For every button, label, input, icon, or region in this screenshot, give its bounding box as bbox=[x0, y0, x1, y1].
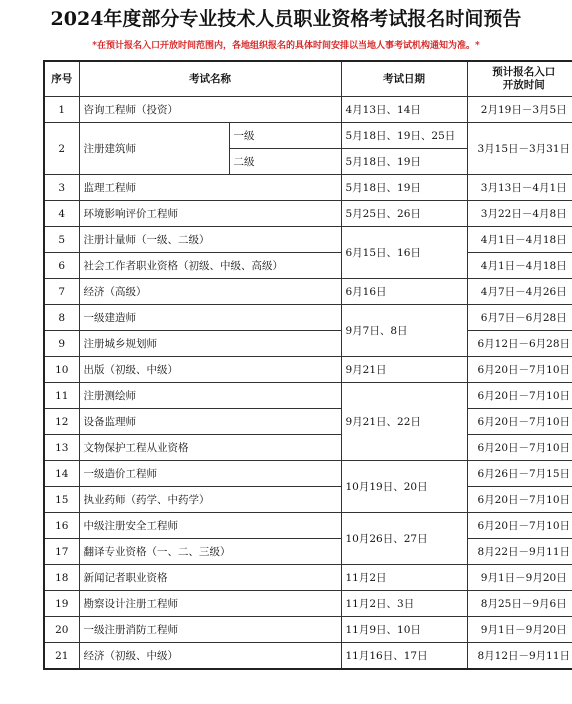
table-row bbox=[44, 279, 572, 305]
exam-name: 文物保护工程从业资格 bbox=[79, 435, 341, 461]
registration-time: 8月25日－9月6日 bbox=[467, 591, 572, 617]
table-row bbox=[44, 201, 572, 227]
registration-time: 8月12日－9月11日 bbox=[467, 643, 572, 670]
exam-name: 咨询工程师（投资） bbox=[79, 97, 341, 123]
registration-time: 6月20日－7月10日 bbox=[467, 409, 572, 435]
row-no: 19 bbox=[44, 591, 79, 617]
exam-name: 新闻记者职业资格 bbox=[79, 565, 341, 591]
table-row bbox=[44, 487, 572, 513]
row-no: 11 bbox=[44, 383, 79, 409]
row-no: 9 bbox=[44, 331, 79, 357]
registration-time: 4月1日－4月18日 bbox=[467, 227, 572, 253]
registration-time: 4月7日－4月26日 bbox=[467, 279, 572, 305]
row-no: 10 bbox=[44, 357, 79, 383]
exam-name: 一级注册消防工程师 bbox=[79, 617, 341, 643]
exam-name: 经济（高级） bbox=[79, 279, 341, 305]
row-no: 20 bbox=[44, 617, 79, 643]
exam-name: 注册计量师（一级、二级） bbox=[79, 227, 341, 253]
registration-time: 2月19日－3月5日 bbox=[467, 97, 572, 123]
exam-date: 11月9日、10日 bbox=[341, 617, 467, 643]
table-row bbox=[44, 409, 572, 435]
exam-name: 经济（初级、中级） bbox=[79, 643, 341, 670]
exam-name: 一级建造师 bbox=[79, 305, 341, 331]
table-row bbox=[44, 539, 572, 565]
table-row bbox=[44, 305, 572, 331]
registration-time: 6月26日－7月15日 bbox=[467, 461, 572, 487]
table-row bbox=[44, 435, 572, 461]
exam-name: 注册测绘师 bbox=[79, 383, 341, 409]
row-no: 17 bbox=[44, 539, 79, 565]
exam-schedule-table bbox=[43, 60, 572, 670]
exam-date: 11月2日、3日 bbox=[341, 591, 467, 617]
header-registration-line2: 开放时间 bbox=[502, 79, 545, 91]
exam-name: 监理工程师 bbox=[79, 175, 341, 201]
header-exam-name: 考试名称 bbox=[79, 61, 341, 97]
header-registration-time bbox=[467, 61, 572, 97]
row-no: 5 bbox=[44, 227, 79, 253]
registration-time: 6月7日－6月28日 bbox=[467, 305, 572, 331]
row-no: 12 bbox=[44, 409, 79, 435]
table-row bbox=[44, 461, 572, 487]
registration-time: 4月1日－4月18日 bbox=[467, 253, 572, 279]
exam-date: 11月2日 bbox=[341, 565, 467, 591]
exam-date: 9月21日 bbox=[341, 357, 467, 383]
header-no: 序号 bbox=[44, 61, 79, 97]
registration-time: 3月15日－3月31日 bbox=[467, 123, 572, 175]
exam-name: 设备监理师 bbox=[79, 409, 341, 435]
table-row bbox=[44, 97, 572, 123]
exam-date: 6月16日 bbox=[341, 279, 467, 305]
exam-name: 执业药师（药学、中药学） bbox=[79, 487, 341, 513]
registration-time: 6月20日－7月10日 bbox=[467, 487, 572, 513]
row-no: 8 bbox=[44, 305, 79, 331]
row-no: 14 bbox=[44, 461, 79, 487]
exam-name: 注册建筑师 bbox=[79, 123, 229, 175]
exam-date: 5月18日、19日 bbox=[341, 175, 467, 201]
registration-time: 9月1日－9月20日 bbox=[467, 565, 572, 591]
table-row bbox=[44, 643, 572, 670]
registration-time: 9月1日－9月20日 bbox=[467, 617, 572, 643]
registration-time: 6月20日－7月10日 bbox=[467, 513, 572, 539]
row-no: 2 bbox=[44, 123, 79, 175]
exam-name: 注册城乡规划师 bbox=[79, 331, 341, 357]
exam-level: 二级 bbox=[229, 149, 341, 175]
exam-date: 5月25日、26日 bbox=[341, 201, 467, 227]
exam-date: 9月7日、8日 bbox=[341, 305, 467, 357]
exam-date: 10月26日、27日 bbox=[341, 513, 467, 565]
row-no: 18 bbox=[44, 565, 79, 591]
registration-time: 6月12日－6月28日 bbox=[467, 331, 572, 357]
exam-date: 9月21日、22日 bbox=[341, 383, 467, 461]
table-header-row bbox=[44, 61, 572, 97]
header-exam-date: 考试日期 bbox=[341, 61, 467, 97]
exam-date: 6月15日、16日 bbox=[341, 227, 467, 279]
page-title: 2024年度部分专业技术人员职业资格考试报名时间预告 bbox=[50, 8, 522, 30]
header-registration-line1: 预计报名入口 bbox=[492, 66, 556, 78]
exam-date: 5月18日、19日 bbox=[341, 149, 467, 175]
row-no: 21 bbox=[44, 643, 79, 670]
exam-date: 11月16日、17日 bbox=[341, 643, 467, 670]
table-row bbox=[44, 123, 572, 149]
registration-time: 6月20日－7月10日 bbox=[467, 383, 572, 409]
table-row bbox=[44, 227, 572, 253]
table-row bbox=[44, 253, 572, 279]
registration-time: 8月22日－9月11日 bbox=[467, 539, 572, 565]
row-no: 6 bbox=[44, 253, 79, 279]
row-no: 16 bbox=[44, 513, 79, 539]
row-no: 7 bbox=[44, 279, 79, 305]
exam-name: 环境影响评价工程师 bbox=[79, 201, 341, 227]
exam-date: 5月18日、19日、25日 bbox=[341, 123, 467, 149]
table-row bbox=[44, 357, 572, 383]
registration-time: 6月20日－7月10日 bbox=[467, 357, 572, 383]
registration-time: 6月20日－7月10日 bbox=[467, 435, 572, 461]
exam-date: 10月19日、20日 bbox=[341, 461, 467, 513]
row-no: 15 bbox=[44, 487, 79, 513]
exam-name: 勘察设计注册工程师 bbox=[79, 591, 341, 617]
table-row bbox=[44, 591, 572, 617]
table-row bbox=[44, 331, 572, 357]
table-row bbox=[44, 565, 572, 591]
exam-name: 翻译专业资格（一、二、三级） bbox=[79, 539, 341, 565]
exam-name: 出版（初级、中级） bbox=[79, 357, 341, 383]
row-no: 3 bbox=[44, 175, 79, 201]
registration-time: 3月13日－4月1日 bbox=[467, 175, 572, 201]
table-row bbox=[44, 513, 572, 539]
row-no: 13 bbox=[44, 435, 79, 461]
table-row bbox=[44, 617, 572, 643]
exam-date: 4月13日、14日 bbox=[341, 97, 467, 123]
row-no: 1 bbox=[44, 97, 79, 123]
table-row bbox=[44, 175, 572, 201]
exam-name: 一级造价工程师 bbox=[79, 461, 341, 487]
exam-name: 社会工作者职业资格（初级、中级、高级） bbox=[79, 253, 341, 279]
row-no: 4 bbox=[44, 201, 79, 227]
notice-text: *在预计报名入口开放时间范围内，各地组织报名的具体时间安排以当地人事考试机构通知为准。* bbox=[92, 41, 480, 51]
exam-level: 一级 bbox=[229, 123, 341, 149]
registration-time: 3月22日－4月8日 bbox=[467, 201, 572, 227]
exam-name: 中级注册安全工程师 bbox=[79, 513, 341, 539]
table-row bbox=[44, 383, 572, 409]
